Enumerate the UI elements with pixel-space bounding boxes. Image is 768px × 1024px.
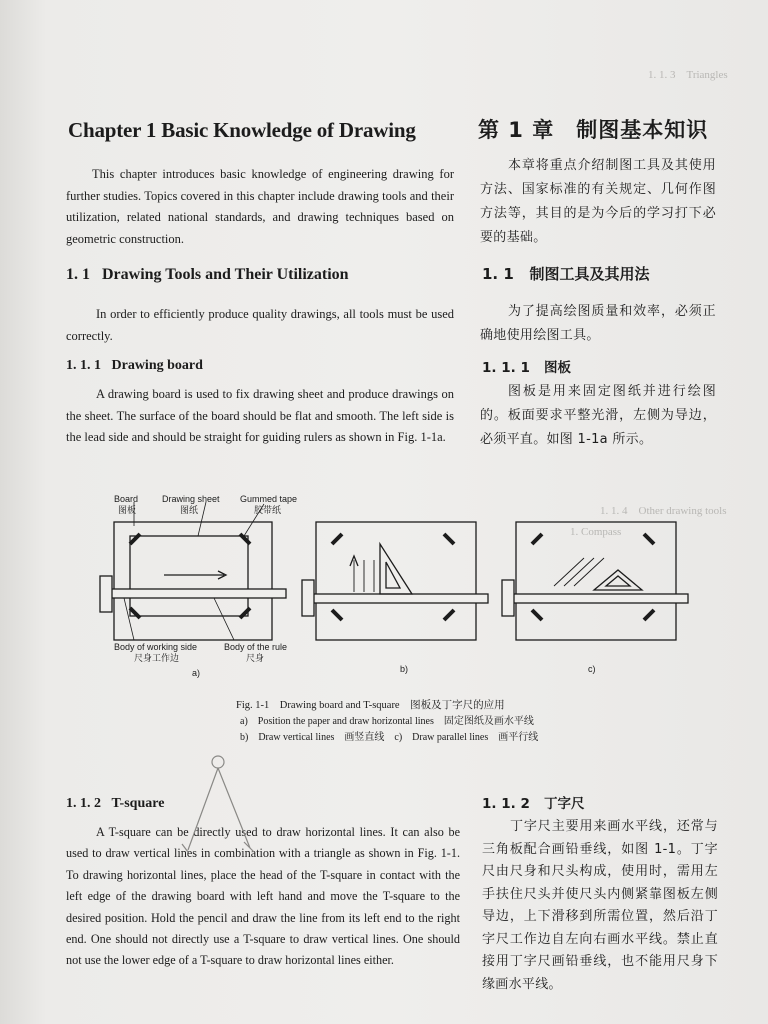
sublabel-c: c) xyxy=(588,664,596,674)
drawing-board-panel-c xyxy=(502,522,688,640)
section-number: 1. 1 xyxy=(66,266,90,283)
section-1-1-1-text-en: A drawing board is used to fix drawing sheet and produce drawings on the sheet. The surface of the board should be flat and smooth. The left side is the lead side and should be straight for guiding rulers as shown in Fig. 1-1a. xyxy=(66,387,454,444)
section-title: T-square xyxy=(111,796,165,811)
bleed-through-compass: 1. Compass xyxy=(570,526,622,538)
label-working-side-en: Body of working side xyxy=(114,642,198,652)
label-rule-en: Body of the rule xyxy=(224,642,288,652)
t-square-blade xyxy=(104,589,286,598)
label-tape-en: Gummed tape xyxy=(240,494,298,504)
label-rule-zh: 尺身 xyxy=(246,653,265,663)
label-board-zh: 图板 xyxy=(118,505,137,515)
gummed-tape xyxy=(532,534,654,620)
label-tape-zh: 胶带纸 xyxy=(254,505,282,515)
leader-lines-lower xyxy=(124,598,234,640)
bleed-through-heading-other-tools: 1. 1. 4 Other drawing tools xyxy=(600,505,727,517)
section-number: 1. 1 xyxy=(482,265,514,283)
section-1-1-1-heading-en xyxy=(66,358,203,374)
t-square-blade xyxy=(306,594,488,603)
drawing-sheet xyxy=(130,536,248,616)
sublabel-b: b) xyxy=(400,664,409,674)
leader-lines xyxy=(134,502,264,536)
t-square-head xyxy=(302,580,314,616)
sublabel-a: a) xyxy=(192,668,201,678)
section-1-1-2-heading-zh xyxy=(482,792,584,812)
section-1-1-text-zh: 为了提高绘图质量和效率，必须正确地使用绘图工具。 xyxy=(480,304,716,343)
section-title: Drawing board xyxy=(111,358,203,373)
section-title: 丁字尺 xyxy=(543,796,585,812)
chapter-title-en: Chapter 1 Basic Knowledge of Drawing xyxy=(68,118,416,142)
chapter-intro-zh: 本章将重点介绍制图工具及其使用方法、国家标准的有关规定、几何作图方法等，其目的是为今后的学习打下必要的基础。 xyxy=(480,158,716,245)
section-number: 1. 1. 1 xyxy=(482,360,530,376)
t-square-head xyxy=(100,576,112,612)
section-number: 1. 1. 1 xyxy=(66,358,101,373)
label-sheet-en: Drawing sheet xyxy=(162,494,220,504)
label-sheet-zh: 图纸 xyxy=(180,505,199,515)
section-1-1-heading-zh xyxy=(482,263,649,284)
t-square-head xyxy=(502,580,514,616)
triangle-inner xyxy=(386,562,400,588)
section-title: 图板 xyxy=(543,360,571,376)
section-1-1-2-heading-en xyxy=(66,796,164,812)
drawing-board-panel-b xyxy=(302,522,488,640)
section-number: 1. 1. 2 xyxy=(482,796,530,812)
drawing-board-panel-a xyxy=(100,502,286,640)
t-square-blade xyxy=(506,594,688,603)
chapter-title-zh: 第 1 章 制图基本知识 xyxy=(478,118,709,142)
chapter-intro-en: This chapter introduces basic knowledge of engineering drawing for further studies. Topics covered in this chapter include drawing tools and their utilization, related national standards, and drawing techniques based on geometric construction. xyxy=(66,167,454,246)
section-title: Drawing Tools and Their Utilization xyxy=(102,266,349,283)
section-title: 制图工具及其用法 xyxy=(529,265,650,283)
gummed-tape xyxy=(130,534,250,618)
figure-caption-a: a) Position the paper and draw horizontal lines 固定图纸及画水平线 xyxy=(240,716,534,727)
section-1-1-2-text-en: A T-square can be directly used to draw horizontal lines. It can also be used to draw vertical lines in combination with a triangle as shown in Fig. 1-1. To drawing horizontal lines, place the head of the T-square in contact with the left edge of the drawing board with left hand and move the T-square to the desired position. Hold the pencil and draw the line from its left end to the right end. One should not directly use a T-square to draw vertical lines. One should not use the lower edge of a T-square to draw horizontal lines either. xyxy=(66,825,460,968)
section-1-1-1-heading-zh xyxy=(482,356,571,376)
section-1-1-2-text-zh: 丁字尺主要用来画水平线，还常与三角板配合画铅垂线，如图 1-1。丁字尺由尺身和尺头构成，使用时，需用左手扶住尺头并使尺头内侧紧靠图板左侧导边，上下滑移到所需位置，然后沿丁字尺工作边自左向右画水平线。禁止直接用丁字尺画铅垂线，也不能用尺身下缘画水平线。 xyxy=(482,819,718,992)
bleed-through-heading-triangles: 1. 1. 3 Triangles xyxy=(648,69,728,81)
section-number: 1. 1. 2 xyxy=(66,796,101,811)
figure-caption-bc: b) Draw vertical lines 画竖直线 c) Draw parallel lines 画平行线 xyxy=(240,732,539,743)
section-1-1-heading-en xyxy=(66,266,349,284)
bleed-through-compass-drawing xyxy=(168,748,288,858)
gummed-tape xyxy=(332,534,454,620)
figure-1-1 xyxy=(94,490,694,690)
label-working-side-zh: 尺身工作边 xyxy=(134,653,180,663)
label-board-en: Board xyxy=(114,494,139,504)
section-1-1-text-en: In order to efficiently produce quality drawings, all tools must be used correctly. xyxy=(66,307,454,343)
figure-caption-main: Fig. 1-1 Drawing board and T-square 图板及丁字尺的应用 xyxy=(236,700,505,711)
triangle xyxy=(594,570,642,590)
parallel-lines xyxy=(554,558,604,586)
triangle xyxy=(380,544,412,594)
section-1-1-1-text-zh: 图板是用来固定图纸并进行绘图的。板面要求平整光滑，左侧为导边，必须平直。如图 1-1a 所示。 xyxy=(480,384,716,447)
